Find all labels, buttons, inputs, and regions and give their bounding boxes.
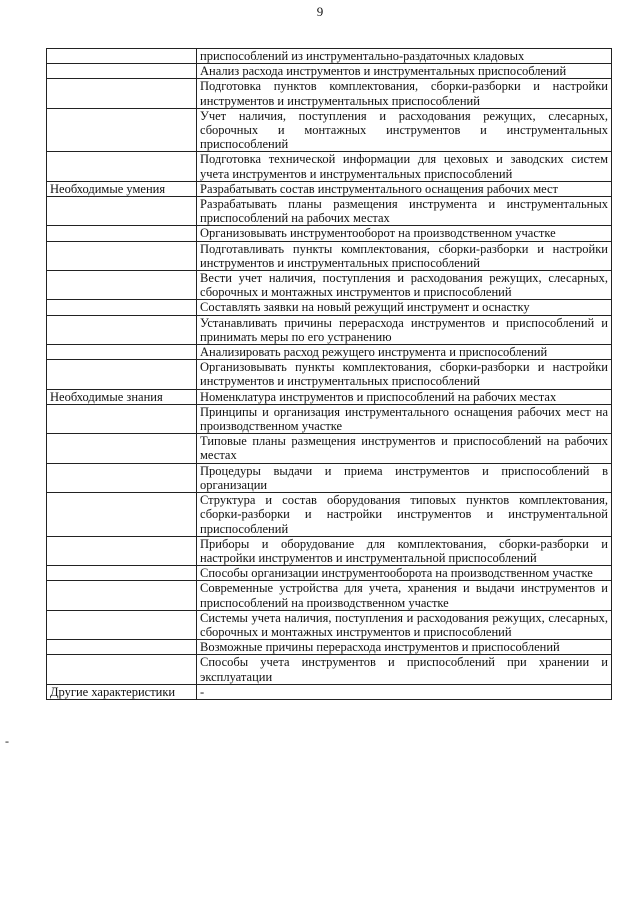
requirements-table — [46, 48, 612, 700]
table-row — [47, 181, 612, 196]
table-cell-item: Принципы и организация инструментального оснащения рабочих мест на производственном участке — [197, 404, 612, 433]
table-cell-item: Устанавливать причины перерасхода инструментов и приспособлений и принимать меры по его устранению — [197, 315, 612, 344]
group-label-continuation — [47, 566, 197, 581]
table-cell-item: Разрабатывать планы размещения инструмента и инструментальных приспособлений на рабочих местах — [197, 197, 612, 226]
group-label-continuation — [47, 300, 197, 315]
table-row — [47, 345, 612, 360]
table-cell-item: Анализ расхода инструментов и инструментальных приспособлений — [197, 64, 612, 79]
table-row — [47, 49, 612, 64]
requirements-table-body — [47, 49, 612, 700]
table-cell-item: Современные устройства для учета, хранения и выдачи инструментов и приспособлений на производственном участке — [197, 581, 612, 610]
table-row — [47, 463, 612, 492]
table-row — [47, 404, 612, 433]
table-row — [47, 197, 612, 226]
table-cell-item: Номенклатура инструментов и приспособлений на рабочих местах — [197, 389, 612, 404]
table-row — [47, 581, 612, 610]
table-cell-item: - — [197, 684, 612, 699]
group-label-continuation — [47, 581, 197, 610]
table-cell-item: Организовывать пункты комплектования, сборки-разборки и настройки инструментов и инструментальных приспособлений — [197, 360, 612, 389]
table-row — [47, 315, 612, 344]
table-cell-item: Возможные причины перерасхода инструментов и приспособлений — [197, 640, 612, 655]
table-cell-item: Системы учета наличия, поступления и расходования режущих, слесарных, сборочных и монтажных инструментов и приспособлений — [197, 610, 612, 639]
table-cell-item: Организовывать инструментооборот на производственном участке — [197, 226, 612, 241]
group-label-continuation — [47, 434, 197, 463]
table-row — [47, 241, 612, 270]
table-cell-item: Структура и состав оборудования типовых пунктов комплектования, сборки-разборки и настройки инструментов и инструментальной приспособлений — [197, 493, 612, 537]
table-row — [47, 566, 612, 581]
group-label-continuation — [47, 463, 197, 492]
table-cell-item: Подготовка технической информации для цеховых и заводских систем учета инструментов и инструментальных приспособлений — [197, 152, 612, 181]
group-label: Необходимые умения — [47, 181, 197, 196]
table-row — [47, 108, 612, 152]
group-label-continuation — [47, 655, 197, 684]
table-row — [47, 655, 612, 684]
group-label-continuation — [47, 640, 197, 655]
table-row — [47, 640, 612, 655]
table-row — [47, 300, 612, 315]
table-cell-item: Разрабатывать состав инструментального оснащения рабочих мест — [197, 181, 612, 196]
table-row — [47, 610, 612, 639]
group-label-continuation — [47, 226, 197, 241]
table-cell-item: Анализировать расход режущего инструмента и приспособлений — [197, 345, 612, 360]
table-row — [47, 226, 612, 241]
page-number: 9 — [316, 4, 324, 19]
table-row — [47, 684, 612, 699]
group-label-continuation — [47, 79, 197, 108]
table-row — [47, 434, 612, 463]
table-cell-item: Типовые планы размещения инструментов и приспособлений на рабочих местах — [197, 434, 612, 463]
group-label — [47, 49, 197, 64]
table-row — [47, 536, 612, 565]
table-cell-item: Вести учет наличия, поступления и расходования режущих, слесарных, сборочных и монтажных инструментов и приспособлений — [197, 271, 612, 300]
group-label-continuation — [47, 315, 197, 344]
group-label-continuation — [47, 610, 197, 639]
group-label-continuation — [47, 271, 197, 300]
table-row — [47, 79, 612, 108]
table-cell-item: Подготавливать пункты комплектования, сборки-разборки и настройки инструментов и инструментальных приспособлений — [197, 241, 612, 270]
group-label: Необходимые знания — [47, 389, 197, 404]
group-label-continuation — [47, 108, 197, 152]
group-label-continuation — [47, 345, 197, 360]
table-row — [47, 493, 612, 537]
group-label-continuation — [47, 197, 197, 226]
table-cell-item: Учет наличия, поступления и расходования режущих, слесарных, сборочных и монтажных инструментов и инструментальных приспособлений — [197, 108, 612, 152]
table-cell-item: Приборы и оборудование для комплектования, сборки-разборки и настройки инструментов и инструментальной приспособлений — [197, 536, 612, 565]
margin-mark: - — [5, 734, 9, 748]
table-row — [47, 271, 612, 300]
group-label-continuation — [47, 64, 197, 79]
table-cell-item: Составлять заявки на новый режущий инструмент и оснастку — [197, 300, 612, 315]
group-label-continuation — [47, 536, 197, 565]
table-cell-item: Способы учета инструментов и приспособлений при хранении и эксплуатации — [197, 655, 612, 684]
table-row — [47, 64, 612, 79]
group-label-continuation — [47, 241, 197, 270]
group-label-continuation — [47, 404, 197, 433]
group-label-continuation — [47, 493, 197, 537]
table-cell-item: Подготовка пунктов комплектования, сборки-разборки и настройки инструментов и инструментальных приспособлений — [197, 79, 612, 108]
table-row — [47, 360, 612, 389]
table-row — [47, 152, 612, 181]
group-label: Другие характеристики — [47, 684, 197, 699]
table-cell-item: Способы организации инструментооборота на производственном участке — [197, 566, 612, 581]
group-label-continuation — [47, 152, 197, 181]
table-cell-item: приспособлений из инструментально-раздаточных кладовых — [197, 49, 612, 64]
table-cell-item: Процедуры выдачи и приема инструментов и приспособлений в организации — [197, 463, 612, 492]
table-row — [47, 389, 612, 404]
group-label-continuation — [47, 360, 197, 389]
